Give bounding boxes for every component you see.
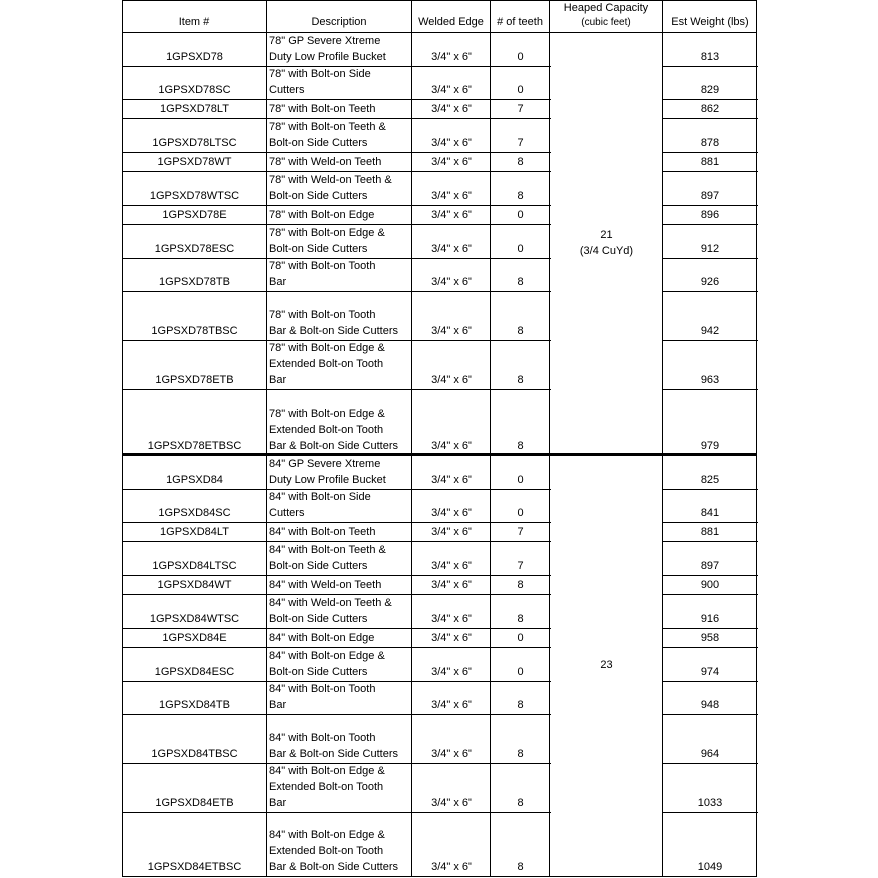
est-weight: 813 <box>700 51 720 63</box>
teeth-count: 8 <box>517 156 524 168</box>
welded-edge: 3/4" x 6" <box>431 748 472 760</box>
description-line: 84" with Weld-on Teeth & <box>269 597 392 609</box>
description-line: Bar <box>269 797 287 809</box>
description-line: Bolt-on Side Cutters <box>269 190 368 202</box>
row-divider <box>663 541 758 542</box>
est-weight: 942 <box>700 325 720 337</box>
row-divider <box>663 99 758 100</box>
description-line: Bar & Bolt-on Side Cutters <box>269 440 399 452</box>
description-line: 78" with Bolt-on Edge & <box>269 408 385 420</box>
est-weight: 841 <box>700 507 720 519</box>
column-divider <box>122 0 123 877</box>
teeth-count: 8 <box>517 276 524 288</box>
header-divider <box>122 32 757 33</box>
est-weight: 1049 <box>697 861 723 873</box>
welded-edge: 3/4" x 6" <box>431 666 472 678</box>
header-description: Description <box>311 16 367 28</box>
description-line: 84" with Bolt-on Edge & <box>269 829 385 841</box>
header-item: Item # <box>178 16 210 28</box>
item-number: 1GPSXD84WT <box>157 579 232 591</box>
est-weight: 963 <box>700 374 720 386</box>
row-divider <box>122 99 551 100</box>
teeth-count: 0 <box>517 507 524 519</box>
teeth-count: 8 <box>517 579 524 591</box>
teeth-count: 8 <box>517 440 524 452</box>
row-divider <box>663 205 758 206</box>
item-number: 1GPSXD84ETBSC <box>147 861 242 873</box>
description-line: 84" with Bolt-on Tooth <box>269 683 376 695</box>
item-number: 1GPSXD78TBSC <box>151 325 238 337</box>
teeth-count: 0 <box>517 632 524 644</box>
row-divider <box>122 258 551 259</box>
est-weight: 912 <box>700 243 720 255</box>
welded-edge: 3/4" x 6" <box>431 797 472 809</box>
welded-edge: 3/4" x 6" <box>431 440 472 452</box>
row-divider <box>663 389 758 390</box>
est-weight: 948 <box>700 699 720 711</box>
welded-edge: 3/4" x 6" <box>431 699 472 711</box>
row-divider <box>663 681 758 682</box>
welded-edge: 3/4" x 6" <box>431 579 472 591</box>
description-line: Bolt-on Side Cutters <box>269 243 368 255</box>
item-number: 1GPSXD78ETB <box>155 374 234 386</box>
row-divider <box>122 541 551 542</box>
row-divider <box>663 489 758 490</box>
row-divider <box>663 118 758 119</box>
est-weight: 964 <box>700 748 720 760</box>
header-heaped-capacity: Heaped Capacity <box>563 2 649 14</box>
welded-edge: 3/4" x 6" <box>431 84 472 96</box>
description-line: 78" with Bolt-on Side <box>269 68 371 80</box>
description-line: 78" GP Severe Xtreme <box>269 35 381 47</box>
description-line: Cutters <box>269 84 305 96</box>
description-line: Duty Low Profile Bucket <box>269 51 386 63</box>
description-line: Bolt-on Side Cutters <box>269 560 368 572</box>
description-line: 78" with Bolt-on Tooth <box>269 309 376 321</box>
est-weight: 897 <box>700 190 720 202</box>
row-divider <box>122 291 551 292</box>
column-divider <box>490 0 491 877</box>
description-line: 78" with Weld-on Teeth & <box>269 174 392 186</box>
description-line: 84" with Bolt-on Edge & <box>269 765 385 777</box>
description-line: Bar & Bolt-on Side Cutters <box>269 325 399 337</box>
item-number: 1GPSXD78LT <box>160 103 229 115</box>
description-line: Bar <box>269 699 287 711</box>
est-weight: 825 <box>700 474 720 486</box>
description-line: Bar <box>269 276 287 288</box>
item-number: 1GPSXD84LT <box>160 526 229 538</box>
description-line: 78" with Bolt-on Edge & <box>269 227 385 239</box>
description-line: Duty Low Profile Bucket <box>269 474 386 486</box>
description-line: Bolt-on Side Cutters <box>269 137 368 149</box>
description-line: Bolt-on Side Cutters <box>269 666 368 678</box>
welded-edge: 3/4" x 6" <box>431 276 472 288</box>
row-divider <box>122 575 551 576</box>
row-divider <box>663 594 758 595</box>
column-divider <box>266 0 267 877</box>
description-line: 84" with Bolt-on Edge & <box>269 650 385 662</box>
teeth-count: 8 <box>517 748 524 760</box>
description-line: Extended Bolt-on Tooth <box>269 781 384 793</box>
description-line: 84" with Bolt-on Tooth <box>269 732 376 744</box>
est-weight: 900 <box>700 579 720 591</box>
row-divider <box>122 522 551 523</box>
row-divider <box>122 628 551 629</box>
header-weight: Est Weight (lbs) <box>671 16 749 28</box>
row-divider <box>122 763 551 764</box>
welded-edge: 3/4" x 6" <box>431 861 472 873</box>
description-line: Bolt-on Side Cutters <box>269 613 368 625</box>
description-line: 78" with Weld-on Teeth <box>269 156 382 168</box>
welded-edge: 3/4" x 6" <box>431 560 472 572</box>
teeth-count: 8 <box>517 190 524 202</box>
item-number: 1GPSXD84ESC <box>154 666 235 678</box>
header-heaped-capacity-unit: (cubic feet) <box>581 17 631 28</box>
item-number: 1GPSXD84TB <box>159 699 230 711</box>
column-divider <box>549 0 550 877</box>
welded-edge: 3/4" x 6" <box>431 374 472 386</box>
est-weight: 897 <box>700 560 720 572</box>
row-divider <box>663 575 758 576</box>
row-divider <box>122 152 551 153</box>
header-teeth: # of teeth <box>497 16 543 28</box>
est-weight: 829 <box>700 84 720 96</box>
welded-edge: 3/4" x 6" <box>431 209 472 221</box>
description-line: 84" GP Severe Xtreme <box>269 458 381 470</box>
item-number: 1GPSXD78SC <box>158 84 231 96</box>
welded-edge: 3/4" x 6" <box>431 526 472 538</box>
welded-edge: 3/4" x 6" <box>431 156 472 168</box>
group-separator <box>122 453 757 456</box>
description-line: 84" with Bolt-on Edge <box>269 632 375 644</box>
description-line: Bar <box>269 374 287 386</box>
welded-edge: 3/4" x 6" <box>431 137 472 149</box>
table-top-border <box>122 0 757 1</box>
teeth-count: 0 <box>517 84 524 96</box>
row-divider <box>122 489 551 490</box>
row-divider <box>122 171 551 172</box>
description-line: Bar & Bolt-on Side Cutters <box>269 748 399 760</box>
description-line: Cutters <box>269 507 305 519</box>
heaped-capacity: 23 <box>600 659 613 671</box>
item-number: 1GPSXD84E <box>162 632 227 644</box>
row-divider <box>663 66 758 67</box>
description-line: Extended Bolt-on Tooth <box>269 845 384 857</box>
teeth-count: 8 <box>517 861 524 873</box>
teeth-count: 8 <box>517 699 524 711</box>
welded-edge: 3/4" x 6" <box>431 325 472 337</box>
heaped-capacity-note: (3/4 CuYd) <box>579 245 634 257</box>
est-weight: 926 <box>700 276 720 288</box>
row-divider <box>663 258 758 259</box>
item-number: 1GPSXD78TB <box>159 276 230 288</box>
row-divider <box>663 647 758 648</box>
teeth-count: 0 <box>517 666 524 678</box>
item-number: 1GPSXD84ETB <box>155 797 234 809</box>
teeth-count: 8 <box>517 374 524 386</box>
row-divider <box>122 118 551 119</box>
item-number: 1GPSXD78LTSC <box>152 137 237 149</box>
est-weight: 958 <box>700 632 720 644</box>
teeth-count: 7 <box>517 526 524 538</box>
description-line: 78" with Bolt-on Edge <box>269 209 375 221</box>
row-divider <box>122 681 551 682</box>
teeth-count: 8 <box>517 613 524 625</box>
description-line: 84" with Bolt-on Side <box>269 491 371 503</box>
description-line: Extended Bolt-on Tooth <box>269 424 384 436</box>
teeth-count: 0 <box>517 51 524 63</box>
est-weight: 896 <box>700 209 720 221</box>
row-divider <box>663 714 758 715</box>
teeth-count: 7 <box>517 560 524 572</box>
description-line: 84" with Bolt-on Teeth & <box>269 544 386 556</box>
item-number: 1GPSXD84LTSC <box>152 560 237 572</box>
heaped-capacity: 21 <box>600 229 613 241</box>
item-number: 1GPSXD84 <box>166 474 223 486</box>
item-number: 1GPSXD84SC <box>158 507 231 519</box>
est-weight: 862 <box>700 103 720 115</box>
est-weight: 881 <box>700 526 720 538</box>
description-line: Bar & Bolt-on Side Cutters <box>269 861 399 873</box>
row-divider <box>122 205 551 206</box>
item-number: 1GPSXD84WTSC <box>149 613 240 625</box>
est-weight: 878 <box>700 137 720 149</box>
column-divider <box>756 0 757 877</box>
est-weight: 1033 <box>697 797 723 809</box>
welded-edge: 3/4" x 6" <box>431 507 472 519</box>
row-divider <box>663 291 758 292</box>
row-divider <box>663 152 758 153</box>
item-number: 1GPSXD78E <box>162 209 227 221</box>
teeth-count: 0 <box>517 474 524 486</box>
teeth-count: 7 <box>517 137 524 149</box>
table-bottom-border <box>122 876 757 877</box>
row-divider <box>122 812 551 813</box>
description-line: 78" with Bolt-on Teeth <box>269 103 376 115</box>
welded-edge: 3/4" x 6" <box>431 103 472 115</box>
column-divider <box>411 0 412 877</box>
est-weight: 916 <box>700 613 720 625</box>
row-divider <box>122 340 551 341</box>
row-divider <box>663 628 758 629</box>
description-line: 78" with Bolt-on Edge & <box>269 342 385 354</box>
description-line: 84" with Bolt-on Teeth <box>269 526 376 538</box>
row-divider <box>122 647 551 648</box>
welded-edge: 3/4" x 6" <box>431 51 472 63</box>
item-number: 1GPSXD78ETBSC <box>147 440 242 452</box>
est-weight: 881 <box>700 156 720 168</box>
row-divider <box>122 66 551 67</box>
item-number: 1GPSXD78ESC <box>154 243 235 255</box>
row-divider <box>122 224 551 225</box>
row-divider <box>663 171 758 172</box>
description-line: 78" with Bolt-on Teeth & <box>269 121 386 133</box>
teeth-count: 0 <box>517 243 524 255</box>
welded-edge: 3/4" x 6" <box>431 632 472 644</box>
description-line: 84" with Weld-on Teeth <box>269 579 382 591</box>
row-divider <box>663 224 758 225</box>
item-number: 1GPSXD78WTSC <box>149 190 240 202</box>
teeth-count: 7 <box>517 103 524 115</box>
row-divider <box>663 340 758 341</box>
row-divider <box>122 714 551 715</box>
description-line: 78" with Bolt-on Tooth <box>269 260 376 272</box>
teeth-count: 0 <box>517 209 524 221</box>
row-divider <box>122 594 551 595</box>
welded-edge: 3/4" x 6" <box>431 243 472 255</box>
teeth-count: 8 <box>517 797 524 809</box>
item-number: 1GPSXD78WT <box>157 156 232 168</box>
est-weight: 974 <box>700 666 720 678</box>
est-weight: 979 <box>700 440 720 452</box>
welded-edge: 3/4" x 6" <box>431 613 472 625</box>
welded-edge: 3/4" x 6" <box>431 190 472 202</box>
column-divider <box>662 0 663 877</box>
welded-edge: 3/4" x 6" <box>431 474 472 486</box>
description-line: Extended Bolt-on Tooth <box>269 358 384 370</box>
item-number: 1GPSXD84TBSC <box>151 748 238 760</box>
row-divider <box>663 812 758 813</box>
item-number: 1GPSXD78 <box>166 51 223 63</box>
row-divider <box>663 522 758 523</box>
row-divider <box>663 763 758 764</box>
header-welded-edge: Welded Edge <box>418 16 484 28</box>
teeth-count: 8 <box>517 325 524 337</box>
row-divider <box>122 389 551 390</box>
